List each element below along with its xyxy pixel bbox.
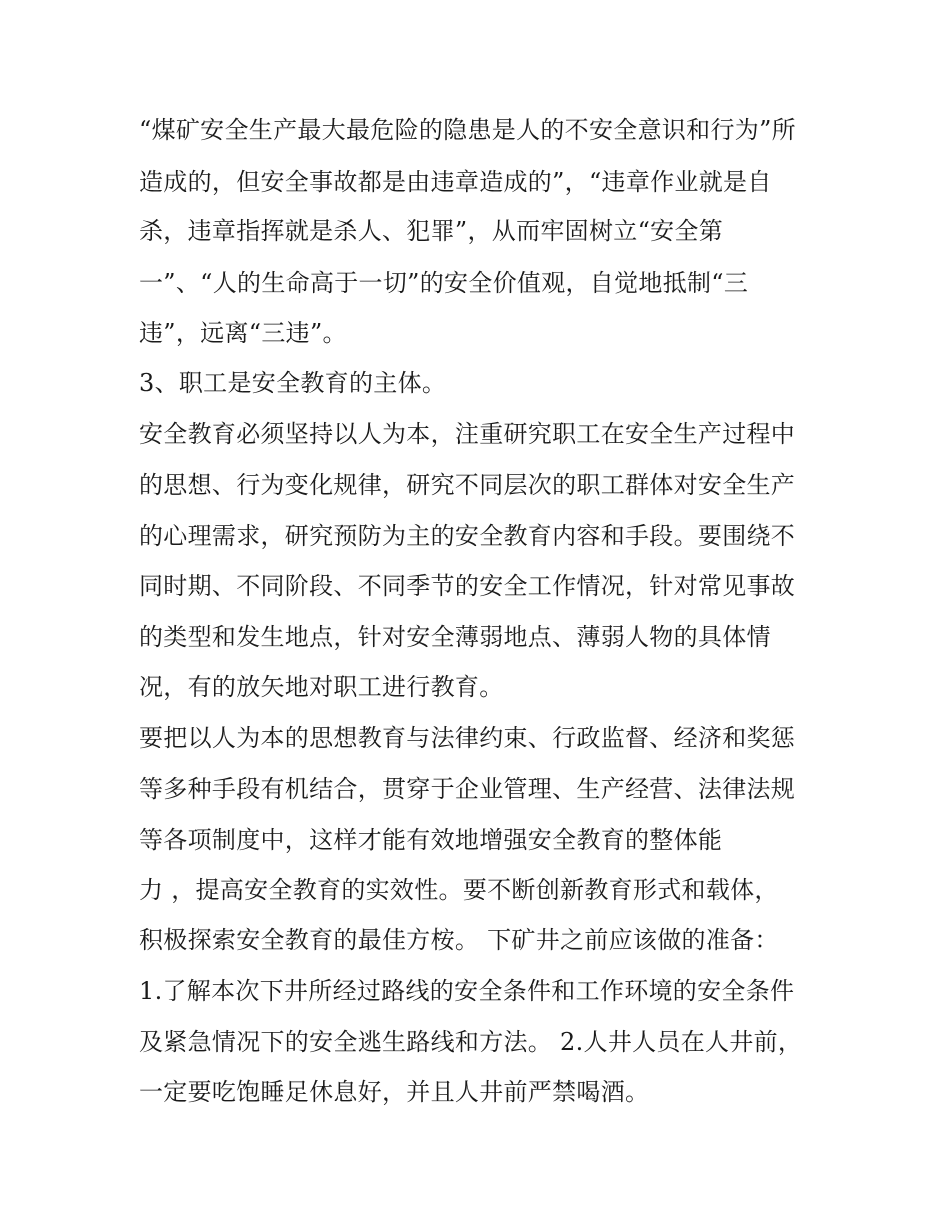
text-line: 积极探索安全教育的最佳方桉。 下矿井之前应该做的准备：	[139, 926, 779, 954]
text-line: 造成的，但安全事故都是由违章造成的”，“违章作业就是自	[139, 168, 772, 196]
text-line: 杀，违章指挥就是杀人、犯罪”，从而牢固树立“安全第	[139, 217, 724, 245]
text-line: “煤矿安全生产最大最危险的隐患是人的不安全意识和行为”所	[139, 116, 796, 144]
text-line: 况，有的放矢地对职工进行教育。	[139, 673, 504, 701]
text-line: 一定要吃饱睡足休息好，并且人井前严禁喝酒。	[139, 1078, 650, 1106]
text-line: 1.了解本次下井所经过路线的安全条件和工作环境的安全条件	[139, 977, 795, 1005]
section-heading: 3、职工是安全教育的主体。	[139, 369, 447, 397]
text-line: 及紧急情况下的安全逃生路线和方法。 2.人井人员在人井前，	[139, 1028, 803, 1056]
text-line: 力 ，提高安全教育的实效性。要不断创新教育形式和载体，	[139, 876, 779, 904]
text-line: 一”、“人的生命高于一切”的安全价值观，自觉地抵制“三	[139, 269, 749, 297]
text-line: 安全教育必须坚持以人为本，注重研究职工在安全生产过程中	[139, 420, 796, 448]
text-line: 的思想、行为变化规律，研究不同层次的职工群体对安全生产	[139, 471, 796, 499]
text-line: 的类型和发生地点，针对安全薄弱地点、薄弱人物的具体情	[139, 623, 771, 651]
text-line: 要把以人为本的思想教育与法律约束、行政监督、经济和奖惩	[139, 724, 796, 752]
text-line: 违”，远离“三违”。	[139, 319, 347, 347]
text-line: 同时期、不同阶段、不同季节的安全工作情况，针对常见事故	[139, 572, 796, 600]
text-line: 等多种手段有机结合，贯穿于企业管理、生产经营、法律法规	[139, 775, 796, 803]
text-line: 等各项制度中，这样才能有效地增强安全教育的整体能	[139, 826, 723, 854]
text-line: 的心理需求，研究预防为主的安全教育内容和手段。要围绕不	[139, 522, 796, 550]
